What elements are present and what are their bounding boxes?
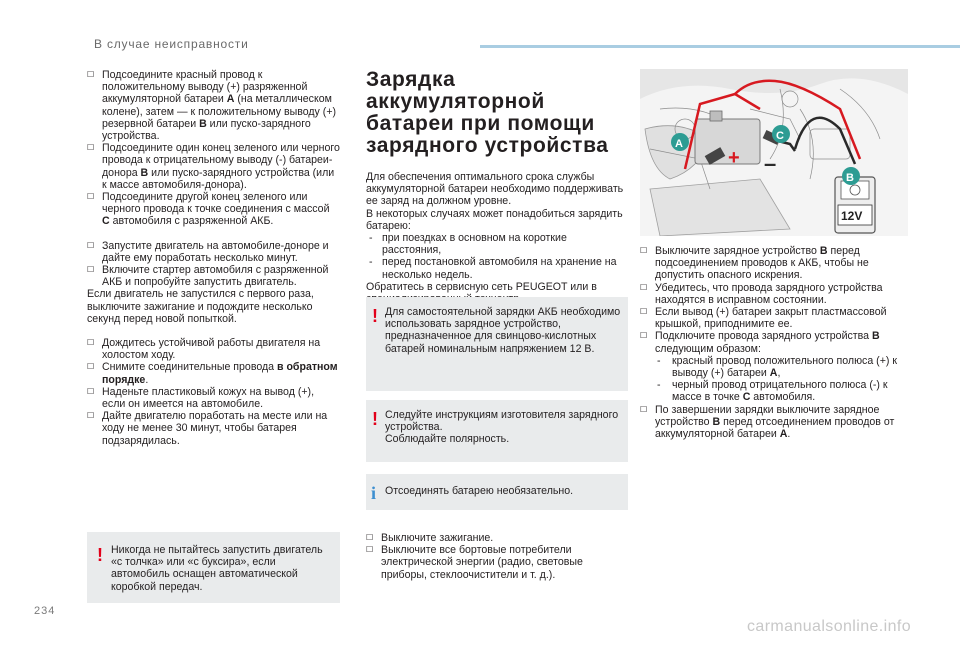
battery-charging-illustration	[640, 69, 908, 236]
warning-box	[366, 297, 628, 391]
checkbox-icon: ☐	[87, 143, 95, 153]
warning-box	[87, 532, 340, 603]
column-2-bottom	[366, 532, 628, 581]
warning-icon: !	[372, 306, 378, 326]
warning-box	[366, 400, 628, 462]
checkbox-icon: ☐	[87, 265, 95, 275]
checkbox-icon: ☐	[640, 246, 648, 255]
paragraph: Обратитесь в сервисную сеть PEUGEOT или в	[366, 280, 597, 293]
warning-icon: !	[372, 409, 378, 429]
checkbox-icon: ☐	[366, 545, 374, 555]
info-box	[366, 474, 628, 510]
svg-text:B: B	[846, 172, 854, 184]
section-title: В случае неисправности	[94, 37, 249, 51]
checkbox-icon: ☐	[87, 70, 95, 79]
dash-item: - красный провод положительного полюса (+) к выводу (+) батареи A,	[657, 354, 897, 380]
list-item: ☐ Если вывод (+) батареи закрыт пластмассовой крышкой, приподнимите ее.	[640, 306, 887, 331]
list-item: ☐ Подсоедините другой конец зеленого или черного провода к точке соединения с массой C автомобиля с разряженной АКБ.	[87, 191, 330, 228]
list-item: ☐ Запустите двигатель на автомобиле-доноре и дайте ему поработать несколько минут.	[87, 239, 329, 264]
checkbox-icon: ☐	[640, 307, 648, 317]
checkbox-icon: ☐	[87, 386, 95, 396]
paragraph: В некоторых случаях может понадобиться зарядить батарею:	[366, 207, 623, 232]
list-item: ☐ Включите стартер автомобиля с разряженной АКБ и попробуйте запустить двигатель.	[87, 264, 329, 289]
svg-text:–: –	[764, 151, 777, 176]
checkbox-icon: ☐	[640, 282, 648, 292]
dash-item: - перед постановкой автомобиля на хранение на несколько недель.	[369, 256, 617, 281]
list-item: ☐ Выключите зажигание.	[366, 532, 494, 544]
column-1	[87, 69, 340, 447]
engine-bay-drawing	[640, 69, 908, 236]
warning-text: Следуйте инструкциям изготовителя зарядного устройства. Соблюдайте полярность.	[385, 409, 619, 446]
checkbox-icon: ☐	[87, 240, 95, 250]
svg-text:+: +	[728, 147, 740, 169]
list-item: ☐ Снимите соединительные провода в обратном порядке.	[87, 361, 338, 386]
list-item: ☐ Наденьте пластиковый кожух на вывод (+), если он имеется на автомобиле.	[87, 385, 315, 411]
list-item: ☐ Дайте двигателю поработать на месте или на ходу не менее 30 минут, чтобы батарея подзарядилась.	[87, 410, 328, 447]
checkbox-icon: ☐	[640, 331, 648, 341]
column-3	[640, 245, 908, 440]
dash-item: - при поездках в основном на короткие расстояния,	[369, 232, 567, 257]
warning-text: Никогда не пытайтесь запустить двигатель «с толчка» или «с буксира», если автомобиль оснащен автоматической коробкой передач.	[111, 544, 323, 593]
checkbox-icon: ☐	[87, 411, 95, 421]
info-icon: i	[371, 483, 377, 503]
paragraph: Если двигатель не запустился с первого раза, выключите зажигание и подождите несколько секунд перед новой попыткой.	[87, 288, 314, 325]
warning-icon: !	[97, 545, 103, 565]
checkbox-icon: ☐	[366, 533, 374, 542]
list-item: ☐ Подключите провода зарядного устройства B следующим образом:	[640, 330, 880, 355]
list-item: ☐ Убедитесь, что провода зарядного устройства находятся в исправном состоянии.	[640, 281, 883, 306]
page-header	[0, 0, 960, 50]
info-text: Отсоединять батарею необязательно.	[385, 485, 574, 497]
list-item: ☐ Выключите все бортовые потребители электрической энергии (радио, световые приборы, стеклоочистители и т. д.).	[366, 544, 583, 581]
paragraph: Для обеспечения оптимального срока службы аккумуляторной батареи необходимо поддерживать ее заряд на должном уровне.	[366, 171, 624, 208]
column-2	[366, 69, 628, 305]
list-item: ☐ Подсоедините один конец зеленого или черного провода к отрицательному выводу (-) батареи-донора B или пуско-зарядного устройства (или к массе автомобиля-донора).	[87, 142, 340, 191]
warning-text: Для самостоятельной зарядки АКБ необходимо использовать зарядное устройство, предназначенное для свинцово-кислотных батарей номинальным напряжением 12 В.	[385, 306, 621, 355]
list-item: ☐ По завершении зарядки выключите зарядное устройство B перед отсоединением проводов от аккумуляторной батареи A.	[640, 403, 895, 441]
header-rule	[480, 45, 960, 48]
page-number: 234	[34, 605, 56, 617]
svg-text:12V: 12V	[841, 209, 863, 223]
svg-text:C: C	[776, 130, 784, 142]
checkbox-icon: ☐	[87, 192, 95, 202]
checkbox-icon: ☐	[87, 362, 95, 372]
svg-text:A: A	[675, 138, 683, 150]
list-item: ☐ Выключите зарядное устройство B перед подсоединением проводов к АКБ, чтобы не допустить опасного искрения.	[640, 245, 869, 282]
list-item: ☐ Подсоедините красный провод к положительному выводу (+) разряженной аккумуляторной батареи A (на металлическом колене), затем — к положительному выводу (+) резервной батареи B или пуско-зарядного устройства.	[87, 69, 337, 143]
dash-item: - черный провод отрицательного полюса (-) к массе в точке C автомобиля.	[657, 379, 888, 404]
checkbox-icon: ☐	[640, 404, 648, 414]
watermark: carmanualsonline.info	[747, 618, 912, 635]
checkbox-icon: ☐	[87, 338, 95, 348]
section-heading: Зарядка аккумуляторной батареи при помощи зарядного устройства	[366, 68, 609, 157]
list-item: ☐ Дождитесь устойчивой работы двигателя на холостом ходу.	[87, 337, 321, 362]
